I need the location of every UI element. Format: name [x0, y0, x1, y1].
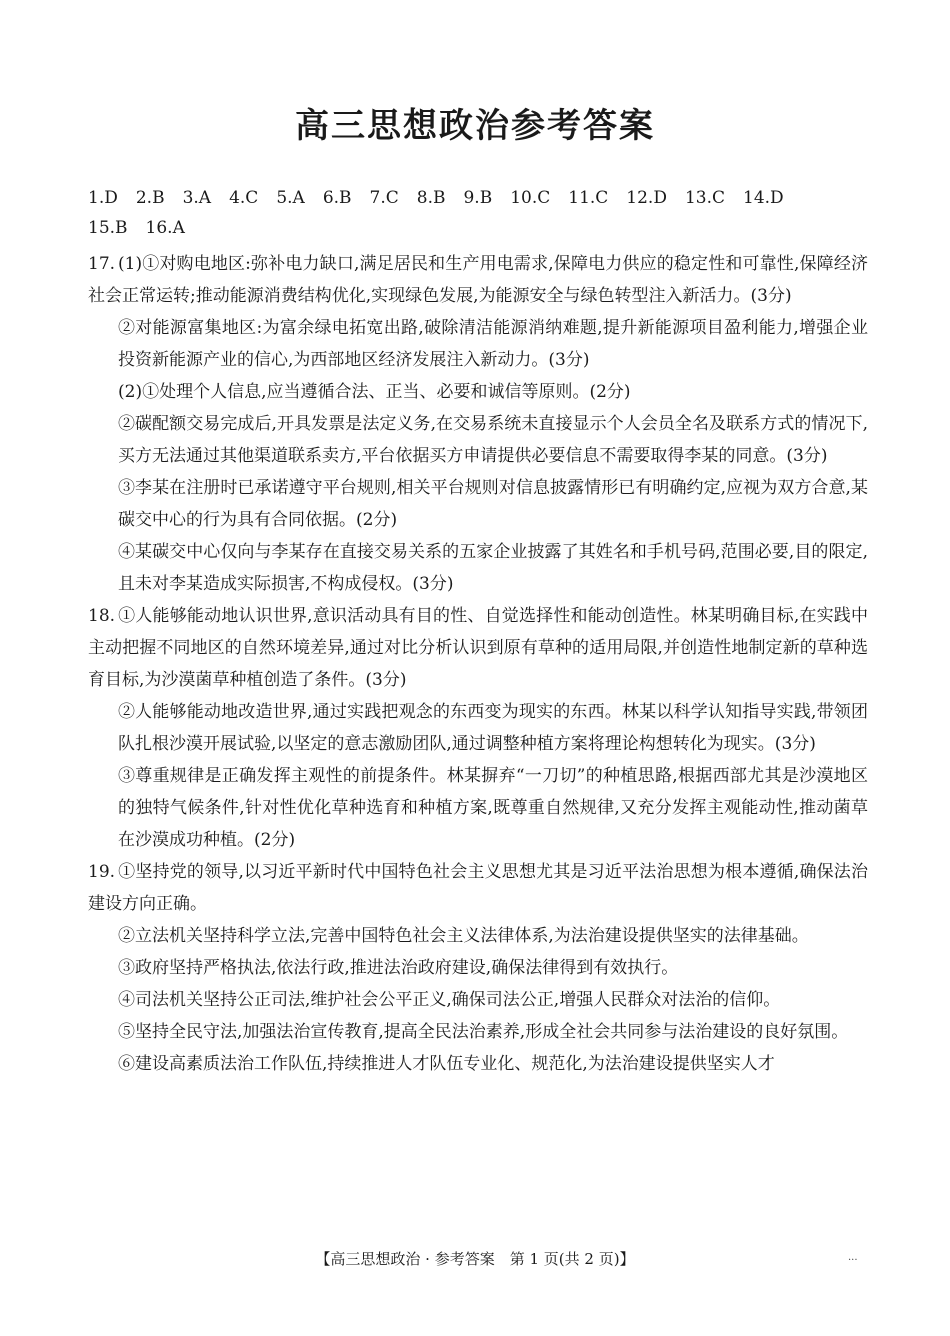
choice-answer: 15.B [88, 218, 128, 238]
q17-paragraph-1 [88, 248, 868, 312]
q18-paragraph-1 [88, 600, 868, 696]
choice-answers [88, 183, 878, 243]
choice-answer: 4.C [229, 188, 259, 208]
question-18 [88, 600, 868, 856]
choice-answer: 1.D [88, 188, 118, 208]
q17-paragraph-6: ④某碳交中心仅向与李某存在直接交易关系的五家企业披露了其姓名和手机号码,范围必要,目的限定,且未对李某造成实际损害,不构成侵权。(3分) [118, 542, 868, 594]
choice-answer: 3.A [182, 188, 212, 208]
choice-answer: 11.C [568, 188, 609, 208]
page-footer: 【高三思想政治 · 参考答案 第 1 页(共 2 页)】 [315, 1250, 635, 1268]
choice-answer: 8.B [416, 188, 446, 208]
q19-paragraph-1 [88, 856, 868, 920]
q17-paragraph-5: ③李某在注册时已承诺遵守平台规则,相关平台规则对信息披露情形已有明确约定,应视为双方合意,某碳交中心的行为具有合同依据。(2分) [118, 478, 868, 530]
q19-paragraph-2: ②立法机关坚持科学立法,完善中国特色社会主义法律体系,为法治建设提供坚实的法律基础。 [118, 926, 809, 946]
choice-answer: 6.B [322, 188, 352, 208]
choice-answer: 10.C [510, 188, 551, 208]
q19-paragraph-3: ③政府坚持严格执法,依法行政,推进法治政府建设,确保法律得到有效执行。 [118, 958, 679, 978]
q19-text-1: ①坚持党的领导,以习近平新时代中国特色社会主义思想尤其是习近平法治思想为根本遵循,确保法治建设方向正确。 [88, 862, 868, 914]
question-17 [88, 248, 868, 600]
choice-answers-line-1 [88, 183, 878, 213]
choice-answer: 12.D [626, 188, 667, 208]
q17-paragraph-4: ②碳配额交易完成后,开具发票是法定义务,在交易系统未直接显示个人会员全名及联系方式的情况下,买方无法通过其他渠道联系卖方,平台依据买方申请提供必要信息不需要取得李某的同意。(3分) [118, 414, 868, 466]
question-number: 18. [88, 606, 116, 626]
q19-paragraph-6: ⑥建设高素质法治工作队伍,持续推进人才队伍专业化、规范化,为法治建设提供坚实人才 [118, 1054, 775, 1074]
choice-answer: 13.C [684, 188, 726, 208]
choice-answer: 5.A [276, 188, 305, 208]
answer-body [88, 248, 868, 1080]
question-number: 17. [88, 254, 116, 274]
question-19 [88, 856, 868, 1080]
q19-paragraph-5: ⑤坚持全民守法,加强法治宣传教育,提高全民法治素养,形成全社会共同参与法治建设的良好氛围。 [118, 1022, 849, 1042]
page-title: 高三思想政治参考答案 [295, 106, 655, 146]
question-number: 19. [88, 862, 116, 882]
q18-paragraph-2: ②人能够能动地改造世界,通过实践把观念的东西变为现实的东西。林某以科学认知指导实践,带领团队扎根沙漠开展试验,以坚定的意志激励团队,通过调整种植方案将理论构想转化为现实。(3分) [118, 702, 868, 754]
q17-paragraph-2: ②对能源富集地区:为富余绿电拓宽出路,破除清洁能源消纳难题,提升新能源项目盈利能力,增强企业投资新能源产业的信心,为西部地区经济发展注入新动力。(3分) [118, 318, 868, 370]
q17-text-1: (1)①对购电地区:弥补电力缺口,满足居民和生产用电需求,保障电力供应的稳定性和可靠性,保障经济社会正常运转;推动能源消费结构优化,实现绿色发展,为能源安全与绿色转型注入新活力。(3分) [88, 254, 868, 306]
corner-mark: ... [848, 1252, 858, 1263]
q19-paragraph-4: ④司法机关坚持公正司法,维护社会公平正义,确保司法公正,增强人民群众对法治的信仰。 [118, 990, 781, 1010]
q18-paragraph-3: ③尊重规律是正确发挥主观性的前提条件。林某摒弃“一刀切”的种植思路,根据西部尤其是沙漠地区的独特气候条件,针对性优化草种选育和种植方案,既尊重自然规律,又充分发挥主观能动性,推动菌草在沙漠成功种植。(2分) [118, 766, 868, 850]
choice-answer: 2.B [135, 188, 165, 208]
choice-answers-line-2 [88, 213, 878, 243]
choice-answer: 16.A [145, 218, 185, 238]
choice-answer: 7.C [369, 188, 399, 208]
q18-text-1: ①人能够能动地认识世界,意识活动具有目的性、自觉选择性和能动创造性。林某明确目标,在实践中主动把握不同地区的自然环境差异,通过对比分析认识到原有草种的适用局限,并创造性地制定新的草种选育目标,为沙漠菌草种植创造了条件。(3分) [88, 606, 868, 690]
choice-answer: 14.D [743, 188, 784, 208]
choice-answer: 9.B [463, 188, 493, 208]
q17-paragraph-3: (2)①处理个人信息,应当遵循合法、正当、必要和诚信等原则。(2分) [118, 382, 631, 402]
